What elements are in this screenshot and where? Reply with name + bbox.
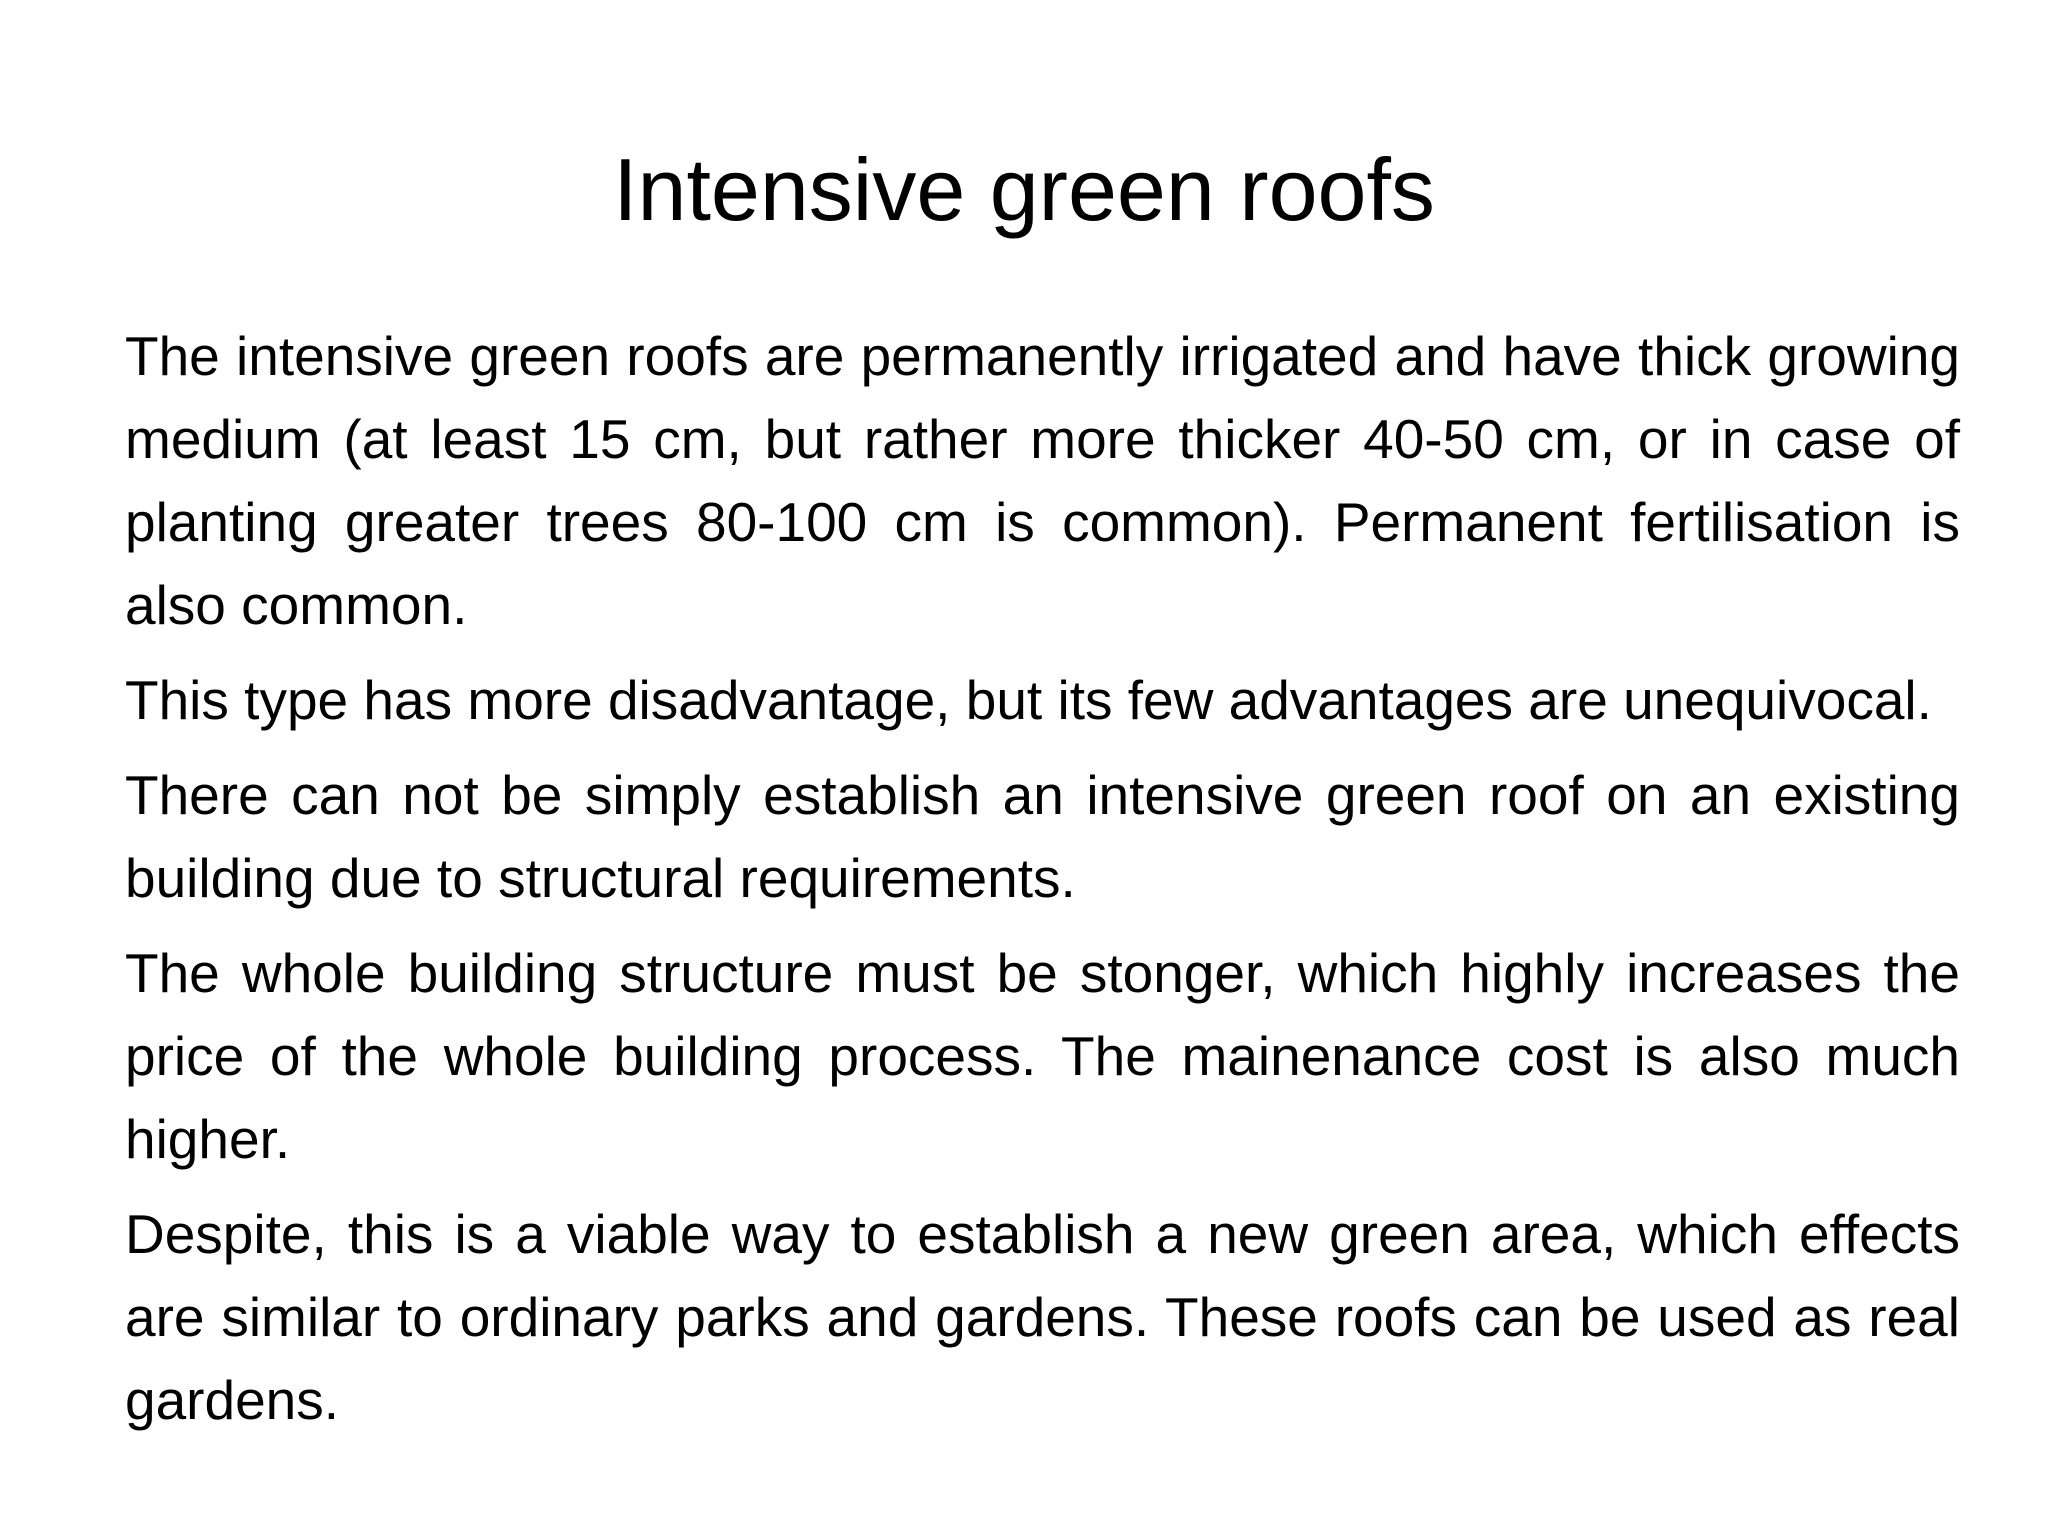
paragraph-cost: The whole building structure must be stonger, which highly increases the price of the whole building process. The mainenance cost is also much higher. [125,942,1960,1170]
slide-title: Intensive green roofs [613,140,1435,239]
paragraph-gardens: Despite, this is a viable way to establish a new green area, which effects are similar to ordinary parks and gardens. These roofs can be used as real gardens. [125,1203,1960,1431]
paragraph-disadvantages: This type has more disadvantage, but its few advantages are unequivocal. [125,669,1932,731]
paragraph-structural-requirements: There can not be simply establish an intensive green roof on an existing building due to structural requirements. [125,764,1960,909]
slide-body [125,315,1960,1454]
paragraph-intro: The intensive green roofs are permanently irrigated and have thick growing medium (at least 15 cm, but rather more thicker 40-50 cm, or in case of planting greater trees 80-100 cm is common). Permanent fertilisation is also common. [125,325,1960,636]
